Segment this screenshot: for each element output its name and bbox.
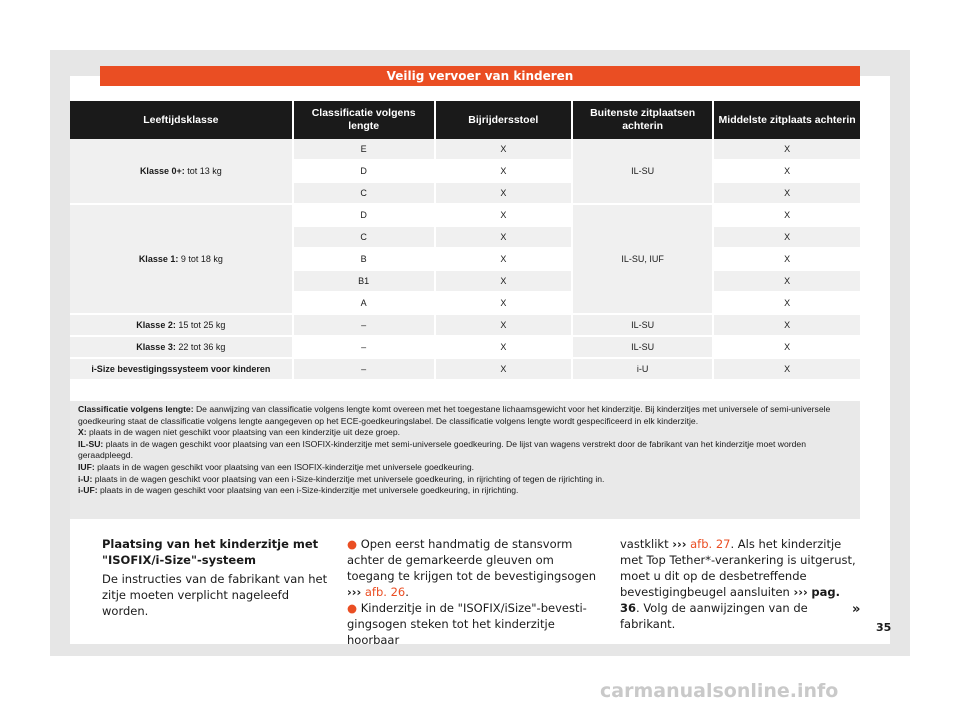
middle-rear-cell: X (714, 359, 860, 381)
middle-rear-cell: X (714, 161, 860, 183)
note-item (78, 474, 852, 486)
note-term: X: (78, 427, 87, 438)
age-class-cell (70, 139, 294, 205)
col-header-size-class: Classificatie volgens lengte (294, 101, 436, 139)
size-class-cell: C (294, 183, 436, 205)
age-class-weight: 22 tot 36 kg (178, 342, 226, 352)
col-header-outer-rear: Buitenste zitplaatsen achterin (573, 101, 714, 139)
continue-icon: » (852, 602, 861, 617)
col-header-middle-rear: Middelste zitplaats achterin (714, 101, 860, 139)
bullet-text: Kinderzitje in de "ISOFIX/iSize"-bevestigingsogen steken tot het kinderzitje hoorbaar (347, 601, 587, 647)
outer-rear-cell: IL-SU, IUF (573, 205, 714, 315)
table-row (70, 315, 860, 337)
outer-rear-cell: i-U (573, 359, 714, 381)
front-passenger-cell: X (436, 271, 573, 293)
front-passenger-cell: X (436, 337, 573, 359)
note-item (78, 439, 852, 462)
middle-rear-cell: X (714, 249, 860, 271)
age-class-cell (70, 359, 294, 381)
table-row (70, 205, 860, 227)
front-passenger-cell: X (436, 227, 573, 249)
middle-rear-cell: X (714, 183, 860, 205)
size-class-cell: D (294, 161, 436, 183)
text-column-2 (347, 536, 597, 648)
note-term: i-UF: (78, 485, 98, 496)
middle-rear-cell: X (714, 139, 860, 161)
text-column-3: vastklikt ››› afb. 27. Als het kinderzitje met Top Tether*-verankering is uitgerust, moet u dit op de desbetreffende bevestigingbeugel aansluiten ››› pag. 36. Volg de aanwijzingen van de fabrikant. (620, 537, 856, 631)
age-class-label: Klasse 1: (138, 254, 179, 264)
bullet-item (347, 600, 597, 648)
note-item (78, 462, 852, 474)
col-header-front-passenger: Bijrijdersstoel (436, 101, 573, 139)
middle-rear-cell: X (714, 205, 860, 227)
legend-notes (70, 401, 860, 519)
front-passenger-cell: X (436, 139, 573, 161)
outer-rear-cell: IL-SU (573, 337, 714, 359)
note-term: i-U: (78, 473, 93, 484)
bullet-icon: ● (347, 601, 358, 615)
table-row (70, 139, 860, 161)
age-class-cell (70, 205, 294, 315)
note-text: De aanwijzing van classificatie volgens lengte komt overeen met het toegestane lichaamsgewicht voor het kinderzitje. Bij kinderzitjes met universele of semi-universele goedkeuring staat de classificatie volgens lengte aangegeven op het ECE-goedkeuringslabel. De classificatie volgens lengte wordt gespecificeerd in elk kinderzitje. (78, 404, 831, 426)
middle-rear-cell: X (714, 315, 860, 337)
continued-text: vastklikt (620, 537, 669, 551)
table-row (70, 337, 860, 359)
age-class-label: i-Size bevestigingssysteem voor kinderen (91, 364, 271, 374)
intro-paragraph: De instructies van de fabrikant van het zitje moeten verplicht nageleefd worden. (102, 572, 328, 618)
front-passenger-cell: X (436, 315, 573, 337)
size-class-cell: B1 (294, 271, 436, 293)
size-class-cell: – (294, 315, 436, 337)
note-text: plaats in de wagen geschikt voor plaatsing van een i-Size-kinderzitje met universele goedkeuring, in rijrichting of tegen de rijrichting in. (94, 473, 605, 484)
size-class-cell: E (294, 139, 436, 161)
note-item (78, 404, 852, 427)
page-number: 35 (876, 621, 892, 634)
note-text: plaats in de wagen geschikt voor plaatsing van een ISOFIX-kinderzitje met semi-universele goedkeuring. De lijst van wagens verstrekt door de fabrikant van het kinderzitje moet worden geraadpleegd. (78, 438, 806, 461)
middle-rear-cell: X (714, 293, 860, 315)
front-passenger-cell: X (436, 205, 573, 227)
arrow-ref-icon: ››› (672, 537, 687, 551)
age-class-weight: 9 tot 18 kg (180, 254, 223, 264)
outer-rear-cell: IL-SU (573, 315, 714, 337)
age-class-weight: 15 tot 25 kg (178, 320, 226, 330)
bullet-icon: ● (347, 537, 358, 551)
size-class-cell: C (294, 227, 436, 249)
middle-rear-cell: X (714, 227, 860, 249)
age-class-weight: tot 13 kg (187, 166, 222, 176)
middle-rear-cell: X (714, 271, 860, 293)
child-seat-table (70, 101, 860, 381)
note-text: plaats in de wagen geschikt voor plaatsing van een ISOFIX-kinderzitje met universele goedkeuring. (97, 461, 475, 472)
size-class-cell: – (294, 359, 436, 381)
outer-rear-cell: IL-SU (573, 139, 714, 205)
front-passenger-cell: X (436, 161, 573, 183)
note-item (78, 485, 852, 497)
table-header-row (70, 101, 860, 139)
col-header-age-class: Leeftijdsklasse (70, 101, 294, 139)
continued-text: Volg de aanwijzingen van de fabrikant. (620, 601, 808, 631)
age-class-label: Klasse 0+: (139, 166, 185, 176)
age-class-cell (70, 315, 294, 337)
age-class-label: Klasse 2: (136, 320, 176, 330)
note-text: plaats in de wagen niet geschikt voor plaatsing van een kinderzitje uit deze groep. (88, 427, 400, 438)
figure-link[interactable]: afb. 27 (690, 537, 731, 551)
note-term: IL-SU: (78, 438, 104, 449)
bullet-item: ● Open eerst handmatig de stansvorm achter de gemarkeerde gleuven om toegang te krijgen tot de bevestigingsogen ››› afb. 26. (347, 537, 597, 599)
table-row (70, 359, 860, 381)
note-item (78, 427, 852, 439)
bullet-text: Open eerst handmatig de stansvorm achter de gemarkeerde gleuven om toegang te krijgen tot de bevestigingsogen (347, 537, 597, 583)
continued-text: Als het kinderzitje met Top Tether*-verankering is uitgerust, moet u dit op de desbetreffende bevestigingbeugel aansluiten (620, 537, 856, 599)
middle-rear-cell: X (714, 337, 860, 359)
section-header: Veilig vervoer van kinderen (100, 66, 860, 86)
size-class-cell: A (294, 293, 436, 315)
note-term: IUF: (78, 461, 95, 472)
note-text: plaats in de wagen geschikt voor plaatsing van een i-Size-kinderzitje met universele goedkeuring, in rijrichting. (99, 485, 519, 496)
age-class-label: Klasse 3: (136, 342, 176, 352)
subsection-heading: Plaatsing van het kinderzitje met "ISOFIX/i-Size"-systeem (102, 537, 319, 567)
page-link[interactable]: pag. 36 (620, 585, 840, 615)
front-passenger-cell: X (436, 293, 573, 315)
arrow-ref-icon: ››› (793, 585, 808, 599)
front-passenger-cell: X (436, 249, 573, 271)
size-class-cell: – (294, 337, 436, 359)
front-passenger-cell: X (436, 183, 573, 205)
figure-link[interactable]: afb. 26 (364, 585, 406, 599)
arrow-ref-icon: ››› (347, 585, 362, 599)
size-class-cell: B (294, 249, 436, 271)
text-column-1 (102, 536, 332, 619)
note-term: Classificatie volgens lengte: (78, 404, 194, 414)
age-class-cell (70, 337, 294, 359)
table-body (70, 139, 860, 381)
watermark: carmanualsonline.info (600, 680, 839, 702)
size-class-cell: D (294, 205, 436, 227)
front-passenger-cell: X (436, 359, 573, 381)
